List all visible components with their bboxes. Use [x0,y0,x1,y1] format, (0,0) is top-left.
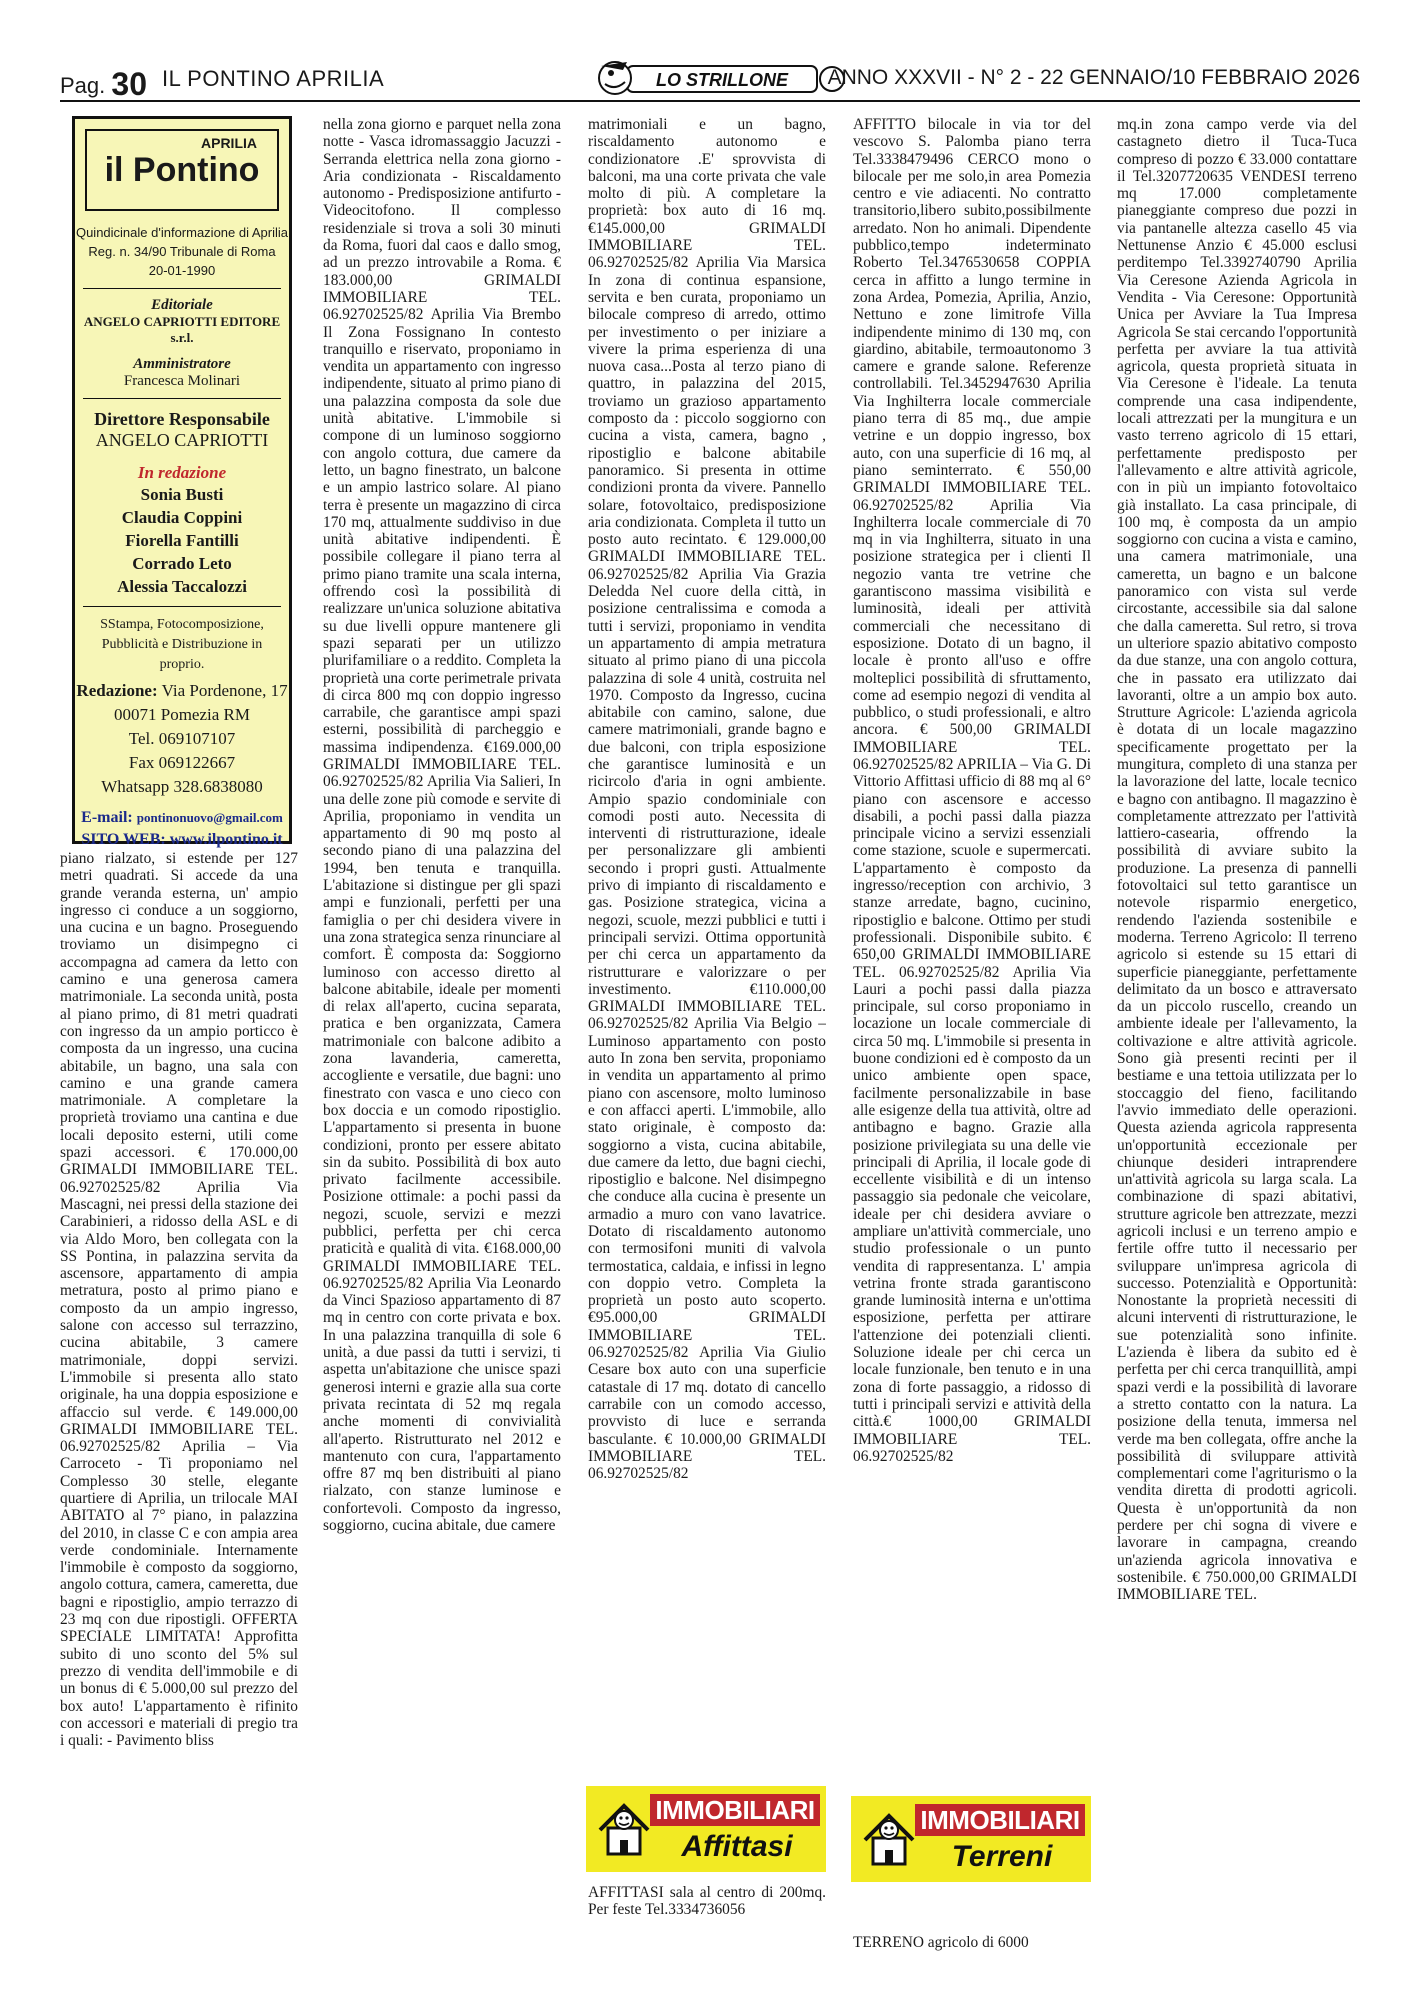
column-text: mq.in zona campo verde via del castagneto dietro il Tuca-Tuca compreso di pozzo € 33.000 contattare il Tel.3207720635 VENDESI terreno mq 17.000 completamente pianeggiante compreso due pozzi in via pantanelle altezza casello 45 via Nettunense Anzio € 45.000 esclusi perditempo Tel.3392740790 Aprilia Via Ceresone Azienda Agricola in Vendita - Via Ceresone: Opportunità Unica per Avviare la Tua Impresa Agricola Se stai cercando l'opportunità perfetta per avviare la tua attività agricola, questa proprietà situata in Via Ceresone è l'ideale. La tenuta comprende una casa indipendente, locali attrezzati per la mungitura e un vasto terreno agricolo di 15 ettari, perfettamente predisposto per l'allevamento e altre attività agricole, con in più un impianto fotovoltaico già installato. La casa principale, di 100 mq, è composta da un ampio soggiorno con cucina a vista e camino, una camera matrimoniale, una cameretta, un bagno e un balcone panoramico con vista sul verde circostante, accessibile sia dal salone che dalla cameretta. Sul retro, si trova un ulteriore spazio abitativo composto da due stanze, una con angolo cottura, che in passato era utilizzato dai lavoranti, oltre a un ampio box auto. Strutture Agricole: L'azienda agricola è dotata di un locale magazzino specificamente progettato per la mungitura, completo di una stanza per la lavorazione del latte, locale tecnico e bagno con antibagno. Il magazzino è completamente attrezzato per l'attività lattiero-casearia, offrendo la possibilità di avviare subito la produzione. La presenza di pannelli fotovoltaici sul tetto garantisce un notevole risparmio energetico, rendendo l'azienda sostenibile e moderna. Terreno Agricolo: Il terreno agricolo si estende su 15 ettari di superficie pianeggiante, perfettamente delimitato da un bosco e attraversato da un piccolo ruscello, creando un ambiente ideale per l'allevamento, la coltivazione e altre attività agricole. Sono già presenti recinti per il bestiame e una tettoia utilizzata per lo stoccaggio del fieno, facilitando l'avvio immediato delle operazioni. Questa azienda agricola rappresenta un'opportunità eccezionale per chiunque desideri intraprendere un'attività agricola su larga scala. La combinazione di spazi abitativi, strutture agricole ben attrezzate, mezzi agricoli inclusi e un terreno ampio e fertile offre tutto il necessario per sviluppare un'impresa agricola di successo. Potenzialità e Opportunità: Nonostante la proprietà necessiti di alcuni interventi di ristrutturazione, le sue potenzialità sono infinite. L'azienda è libera da subito ed è perfetta per chi cerca tranquillità, ampi spazi verdi e la possibilità di lavorare a stretto contatto con la natura. La posizione della tenuta, immersa nel verde ma ben collegata, offre anche la possibilità di sviluppare attività complementari come l'agriturismo o la vendita diretta di prodotti agricoli. Questa è un'opportunità da non perdere per chi sogna di vivere e lavorare in campagna, creando un'azienda agricola innovativa e sostenibile. € 750.000,00 GRIMALDI IMMOBILIARE TEL. [1117,116,1357,1604]
banner-subtitle: Terreni [951,1840,1053,1873]
telephone: Tel. 069107107 [128,729,236,748]
column-text: piano rialzato, si estende per 127 metri quadrati. Si accede da una grande veranda esterna, un' ampio ingresso ci conduce a un soggiorno, una cucina e un bagno. Proseguendo troviamo un disimpegno ci accompagna ad camera da letto con camino e una generosa camera matrimoniale. La seconda unità, posta al piano primo, di 81 metri quadrati con ingresso da un ampio porticco è composta da un ingresso, una cucina abitabile, un bagno, una sala con camino e una grande camera matrimoniale. A completare la proprietà troviamo una cantina e due locali deposito esterni, utili come spazi accessori. € 170.000,00 GRIMALDI IMMOBILIARE TEL. 06.92702525/82 Aprilia Via Mascagni, nei pressi della stazione dei Carabinieri, a ridosso della ASL e di via Aldo Moro, ben collegata con la SS Pontina, in palazzina servita da ascensore, appartamento di ampia metratura, posto al primo piano e composto da un ampio ingresso, salone con accesso sul terrazzino, cucina abitabile, 3 camere matrimoniale, doppi servizi. L'immobile si presenta allo stato originale, ha una doppia esposizione e affaccio sul verde. € 149.000,00 GRIMALDI IMMOBILIARE TEL. 06.92702525/82 Aprilia – Via Carroceto - Ti proponiamo nel Complesso 30 stelle, elegante quartiere di Aprilia, un trilocale MAI ABITATO al 7° piano, in palazzina del 2010, in classe C e con ampia area verde condominiale. Internamente l'immobile è composto da soggiorno, angolo cottura, camera, cameretta, due bagni e ripostiglio, ampio terrazzo di 23 mq con due ripostigli. OFFERTA SPECIALE LIMITATA! Approfitta subito di uno sconto del 5% sul prezzo di vendita dell'immobile e di un bonus di € 5.000,00 sul prezzo del box auto! L'appartamento è rifinito con accessori e materiali di pregio tra i quali: - Pavimento bliss [60,850,298,1750]
issue-info: ANNO XXXVII - N° 2 - 22 GENNAIO/10 FEBBRAIO 2026 [827,66,1360,89]
text-column-3 [588,116,826,1781]
staff-member: Sonia Busti [140,485,224,504]
text-column-1 [60,850,298,1950]
staff-list [75,483,289,598]
banner-title: IMMOBILIARI [915,1804,1085,1836]
paper-name: IL PONTINO APRILIA [162,66,385,91]
masthead-city: APRILIA [201,135,257,151]
address-line-2: 00071 Pomezia RM [114,705,250,724]
staff-member: Alessia Taccalozzi [117,577,247,596]
page-label [60,64,147,101]
page-number: 30 [111,66,147,102]
masthead-box [72,116,292,848]
text-column-4 [853,116,1091,1781]
lo-strillone-logo [587,58,863,98]
direttore-name: ANGELO CAPRIOTTI [95,430,269,450]
masthead-registration: Reg. n. 34/90 Tribunale di Roma [88,244,276,259]
banner-title: IMMOBILIARI [650,1794,820,1826]
column-text: nella zona giorno e parquet nella zona notte - Vasca idromassaggio Jacuzzi - Serranda elettrica nella zona giorno - Aria condizionata - Riscaldamento autonomo - Predisposizione antifurto - Videocitofono. Il complesso residenziale si trova a soli 30 minuti da Roma, fuori dal caos e dallo smog, ad un prezzo introvabile a Roma. € 183.000,00 GRIMALDI IMMOBILIARE TEL. 06.92702525/82 Aprilia Via Brembo Il Zona Fossignano In contesto tranquillo e riservato, proponiamo in vendita un appartamento con ingresso indipendente, situato al primo piano di una palazzina composta da sole due unità abitative. L'immobile si compone di un luminoso soggiorno con angolo cottura, due camere da letto, un bagno finestrato, un balcone e un ampio lastrico solare. Al piano terra è presente un magazzino di circa 170 mq, attualmente suddiviso in due unità abitative indipendenti. È possibile collegare il piano terra al primo piano tramite una scala interna, offrendo così la possibilità di realizzare un'unica soluzione abitativa su due livelli oppure mantenere gli spazi separati per un utilizzo plurifamiliare o a reddito. Completa la proprietà una corte perimetrale privata di circa 800 mq con doppio ingresso carrabile, che garantisce ampi spazi esterni, possibilità di parcheggio e massima indipendenza. €169.000,00 GRIMALDI IMMOBILIARE TEL. 06.92702525/82 Aprilia Via Salieri, In una delle zone più comode e servite di Aprilia, proponiamo in vendita un appartamento di 90 mq posto al secondo piano di una palazzina del 1994, ben tenuta e tranquilla. L'abitazione si distingue per gli spazi ampi e funzionali, perfetti per una famiglia o per chi desidera vivere in una zona strategica senza rinunciare al comfort. È composta da: Soggiorno luminoso con accesso diretto al balcone abitabile, ideale per momenti di relax all'aperto, cucina separata, pratica e ben organizzata, Camera matrimoniale con balcone adibito a zona lavanderia, cameretta, accogliente e versatile, due bagni: uno finestrato con vasca e uno cieco con box doccia e un comodo ripostiglio. L'appartamento si presenta in buone condizioni, pronto per essere abitato sin da subito. Possibilità di box auto privato facilmente accessibile. Posizione ottimale: a pochi passi da negozi, scuole, servizi e mezzi pubblici, perfetta per chi cerca praticità e qualità di vita. €168.000,00 GRIMALDI IMMOBILIARE TEL. 06.92702525/82 Aprilia Via Leonardo da Vinci Spazioso appartamento di 87 mq in centro con corte privata e box. In una palazzina tranquilla di sole 6 unità, a due passi da tutti i servizi, ti aspetta un'abitazione che unisce spazi generosi interni e grazie alla sua corte privata recintata di 52 mq regala anche momenti di convivialità all'aperto. Ristrutturato nel 2012 e mantenuto con cura, l'appartamento offre 87 mq ben distribuiti al piano rialzato, con stanze luminose e confortevoli. Composto da ingresso, soggiorno, cucina abitale, due camere [323,116,561,1535]
house-icon [594,1796,654,1862]
staff-member: Fiorella Fantilli [125,531,239,550]
masthead-title: il Pontino [104,151,260,189]
amministratore-name: Francesca Molinari [123,373,241,389]
redazione-label: In redazione [137,463,227,482]
affittasi-ad-text: AFFITTASI sala al centro di 200mq. Per feste Tel.3334736056 [588,1884,826,1919]
staff-member: Corrado Leto [132,554,232,573]
banner-immobiliari-affittasi [586,1786,826,1872]
web-label: SITO WEB: [81,831,166,848]
house-icon [859,1806,919,1872]
svg-text:LO STRILLONE: LO STRILLONE [656,70,788,90]
column-text: AFFITTO bilocale in via tor del vescovo S. Palomba piano terra Tel.3338479496 CERCO mono o bilocale per me solo,in area Pomezia centro e vie adiacenti. No contratto transitorio,libero subito,possibilmente arredato. Non ho animali. Dipendente pubblico,tempo indeterminato Roberto Tel.3476530658 COPPIA cerca in affitto a lungo termine in zona Ardea, Pomezia, Aprilia, Anzio, Nettuno e zone limitrofe Villa indipendente minimo di 130 mq, con giardino, abitabile, termoautonomo 3 camere e grande salone. Referenze controllabili. Tel.3452947630 Aprilia Via Inghilterra locale commerciale piano terra di 85 mq., due ampie vetrine e un doppio ingresso, box auto, con una superficie di 16 mq, al piano seminterrato. € 550,00 GRIMALDI IMMOBILIARE TEL. 06.92702525/82 Aprilia Via Inghilterra locale commerciale di 70 mq in via Inghilterra, situato in una posizione strategica per i clienti Il negozio vanta tre vetrine che garantiscono massima visibilità e luminosità, ideali per attività commerciali che necessitano di esposizione. Dotato di un bagno, il locale è pronto all'uso e offre molteplici possibilità di sfruttamento, come ad esempio negozi di vendita al pubblico, o studi professionali, e altro ancora. € 500,00 GRIMALDI IMMOBILIARE TEL. 06.92702525/82 APRILIA – Via G. Di Vittorio Affittasi ufficio di 88 mq al 6° piano con ascensore e accesso disabili, a pochi passi dalla piazza principale vicino a servizi essenziali come stazione, scuole e supermercati. L'appartamento è composto da ingresso/reception con archivio, 3 stanze arredate, bagno, cucinino, ripostiglio e balcone. Ottimo per studi professionali. Disponibile subito. € 650,00 GRIMALDI IMMOBILIARE TEL. 06.92702525/82 Aprilia Via Lauri a pochi passi dalla piazza principale, sul corso proponiamo in locazione un locale commerciale di circa 50 mq. L'immobile si presenta in buone condizioni ed è composto da un unico ambiente open space, facilmente personalizzabile in base alle esigenze della tua attività, oltre ad antibagno e bagno. Grazie alla posizione privilegiata su una delle vie principali di Aprilia, il locale gode di eccellente visibilità e di un intenso passaggio sia pedonale che veicolare, ideale per chi desidera avviare o ampliare un'attività commerciale, uno studio professionale o un punto vendita di rappresentanza. L' ampia vetrina fronte strada garantiscono grande luminosità interna e un'ottima esposizione, perfetta per attirare l'attenzione dei potenziali clienti. Soluzione ideale per chi cerca un locale funzionale, ben tenuto e in una zona di forte passaggio, a ridosso di tutti i principali servizi e attività della città.€ 1000,00 GRIMALDI IMMOBILIARE TEL. 06.92702525/82 [853,116,1091,1465]
masthead-title-box [85,129,279,211]
pag-label: Pag. [60,73,106,98]
email-link[interactable]: pontinonuovo@gmail.com [136,810,283,825]
text-column-5 [1117,116,1357,1950]
direttore-label: Direttore Responsabile [94,409,270,429]
masthead-reg-date: 20-01-1990 [148,263,216,278]
banner-subtitle: Affittasi [681,1830,793,1863]
whatsapp: Whatsapp 328.6838080 [101,777,263,796]
banner-immobiliari-terreni [851,1796,1091,1882]
fax: Fax 069122667 [128,753,236,772]
column-text: matrimoniali e un bagno, riscaldamento autonomo e condizionatore .E' sprovvista di balconi, ma una corte privata che vale molto di più. A completare la proprietà: box auto di 16 mq. €145.000,00 GRIMALDI IMMOBILIARE TEL. 06.92702525/82 Aprilia Via Marsica In zona di continua espansione, servita e ben curata, proponiamo un bilocale compreso di arredo, ottimo per investimento o per iniziare a vivere la prima esperienza di una nuova casa...Posta al terzo piano di quattro, in palazzina del 2015, troviamo un grazioso appartamento composto da : piccolo soggiorno con cucina a vista, camera, bagno , ripostiglio e balcone abitabile panoramico. Si presenta in ottime condizioni pronta da vivere. Pannello solare, fotovoltaico, predisposizione aria condizionata. Completa il tutto un posto auto recintato. € 129.000,00 GRIMALDI IMMOBILIARE TEL. 06.92702525/82 Aprilia Via Grazia Deledda Nel cuore della città, in posizione centralissima e comoda a tutti i servizi, proponiamo in vendita un appartamento di ampia metratura situato al primo piano di una piccola palazzina di sole 4 unità, costruita nel 1970. Composto da Ingresso, cucina abitabile con camino, salone, due camere matrimoniali, grande bagno e due balconi, con tripla esposizione che garantisce luminosità e un ricircolo d'aria in ogni ambiente. Ampio spazio condominiale con comodi posti auto. Necessita di interventi di ristrutturazione, ideale per personalizzare gli ambienti secondo i propri gusti. Attualmente privo di impianto di riscaldamento e gas. Posizione strategica, vicina a negozi, scuole, mezzi pubblici e tutti i principali servizi. Ottima opportunità per chi cerca un appartamento da ristrutturare e valorizzare o per investimento. €110.000,00 GRIMALDI IMMOBILIARE TEL. 06.92702525/82 Aprilia Via Belgio – Luminoso appartamento con posto auto In zona ben servita, proponiamo in vendita un appartamento al primo piano con ascensore, molto luminoso e con affacci aperti. L'immobile, allo stato originale, è composto da: soggiorno a vista, cucina abitabile, due camere da letto, due bagni ciechi, ripostiglio e balcone. Nel disimpegno che conduce alla cucina è presente un armadio a muro con vano lavatrice. Dotato di riscaldamento autonomo con termosifoni muniti di valvola termostatica, caldaia, e infissi in legno con doppio vetro. Completa la proprietà un posto auto scoperto. €95.000,00 GRIMALDI IMMOBILIARE TEL. 06.92702525/82 Aprilia Via Giulio Cesare box auto con una superficie catastale di 17 mq. dotato di cancello carrabile con un comodo accesso, provvisto di luce e serranda basculante. € 10.000,00 GRIMALDI IMMOBILIARE TEL. 06.92702525/82 [588,116,826,1483]
staff-member: Claudia Coppini [121,508,243,527]
email-label: E-mail: [81,809,133,826]
website-link[interactable]: www.ilpontino.it [169,831,283,848]
masthead-quindicinale: Quindicinale d'informazione di Aprilia [75,225,289,240]
page-header [60,60,1360,102]
text-column-2 [323,116,561,1950]
terreni-ad-text: TERRENO agricolo di 6000 [853,1934,1029,1951]
editoriale-label: Editoriale [151,297,213,313]
address-line-1: Via Pordenone, 17 [161,681,288,700]
redazione-key: Redazione: [76,681,158,700]
editore-name: ANGELO CAPRIOTTI EDITORE s.r.l. [83,314,281,345]
stampa-note: SStampa, Fotocomposizione, Pubblicità e Distribuzione in proprio. [100,617,264,672]
amministratore-label: Amministratore [133,356,231,372]
